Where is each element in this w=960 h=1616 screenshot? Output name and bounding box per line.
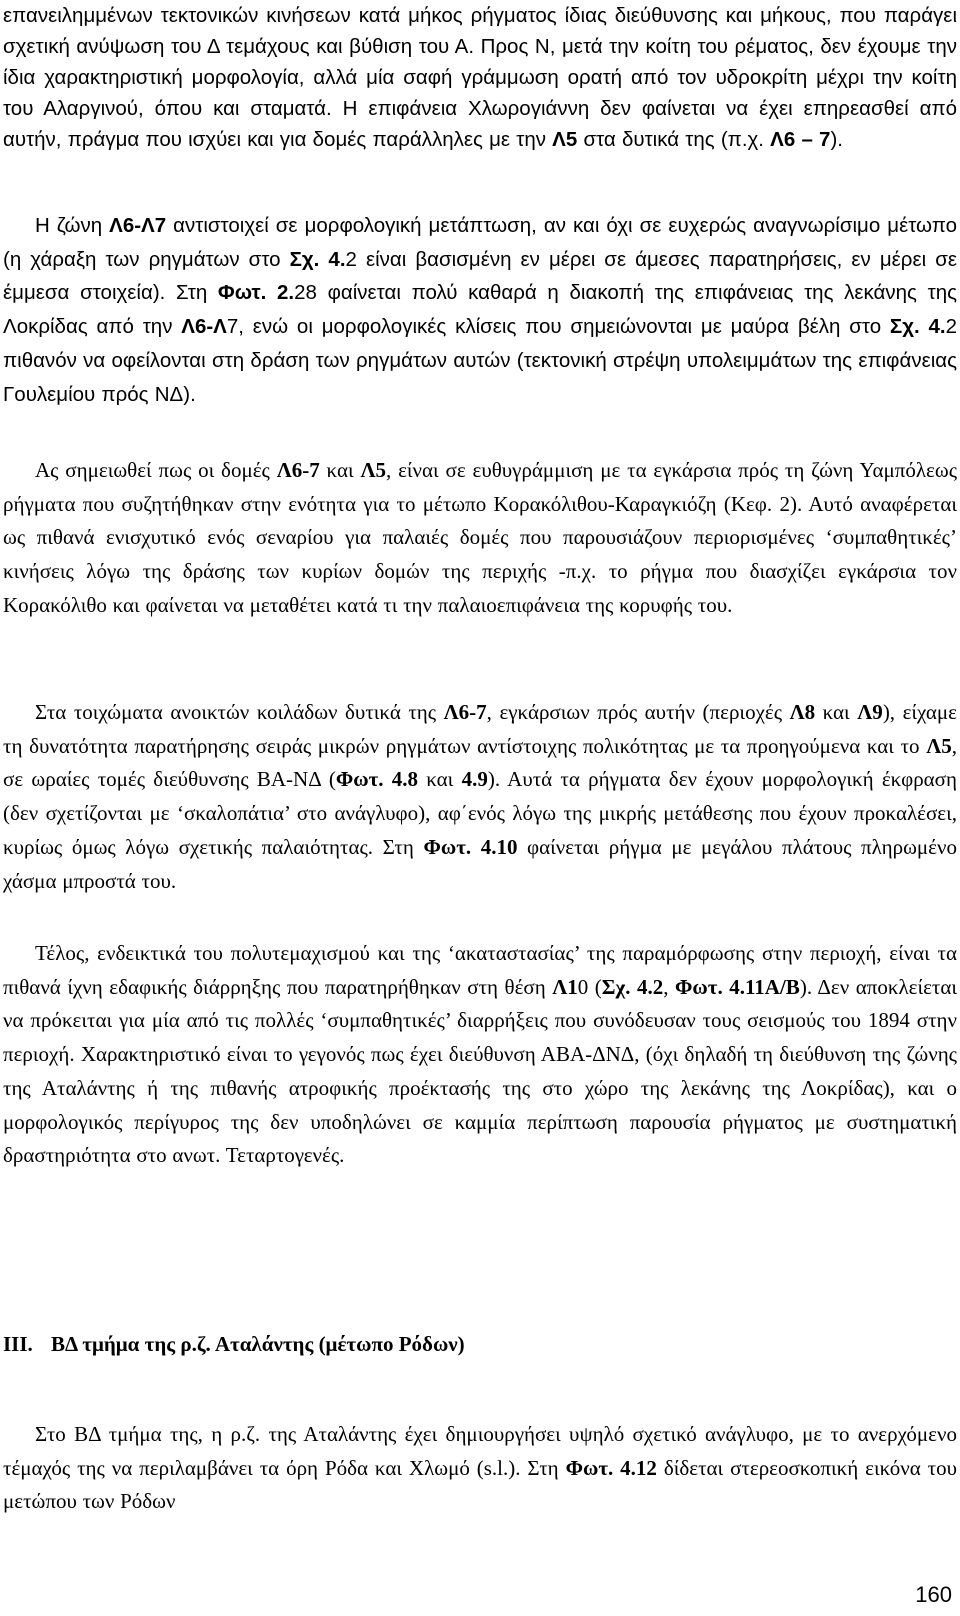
section-title: ΒΔ τμήμα της ρ.ζ. Αταλάντης (μέτωπο Ρόδων) bbox=[51, 1332, 465, 1356]
text-run: και bbox=[815, 700, 858, 724]
text-run: ), είχαμε τη δυνατότητα παρατήρησης σειράς μικρών ρηγμάτων αντίστοιχης πολικότητας με τα προηγούμενα και το bbox=[3, 700, 957, 758]
bold-ref: Σχ. 4. bbox=[889, 315, 946, 339]
paragraph-zone-l6-l7 bbox=[3, 209, 957, 411]
text-run: και bbox=[418, 767, 462, 792]
bold-ref: Λ6-Λ7 bbox=[109, 214, 167, 237]
bold-ref: Λ6-Λ bbox=[181, 315, 227, 339]
text-run: Στα τοιχώματα ανοικτών κοιλάδων δυτικά της bbox=[35, 700, 444, 724]
text-run: 0 ( bbox=[577, 974, 602, 999]
section-number: III. bbox=[3, 1332, 33, 1356]
text-run: 7, ενώ οι μορφολογικές κλίσεις που σημειώνονται με μαύρα βέλη στο bbox=[226, 315, 890, 339]
bold-ref: Φωτ. 2. bbox=[217, 281, 295, 305]
text-run: Στο ΒΔ τμήμα της, η ρ.ζ. της Αταλάντης έχει δημιουργήσει υψηλό σχετικό ανάγλυφο, με το ανερχόμενο τέμαχός της να περιλαμβάνει τα όρη Ρόδα και Χλωμό (s.l.). Στη bbox=[3, 1422, 957, 1480]
bold-ref: 4.9 bbox=[461, 767, 488, 792]
bold-ref: Λ6-7 bbox=[276, 458, 320, 482]
section-heading bbox=[3, 1332, 465, 1357]
bold-ref: Λ5 bbox=[926, 733, 952, 758]
bold-ref: Λ1 bbox=[552, 974, 578, 999]
text-run: ). bbox=[830, 128, 843, 151]
text-run: 2 πιθανόν να οφείλονται στη δράση των ρηγμάτων αυτών (τεκτονική στρέψη υπολειμμάτων της επιφάνειας Γουλεμίου πρός ΝΔ). bbox=[3, 315, 958, 406]
text-run: 28 φαίνεται πολύ καθαρά η διακοπή της επιφάνειας της λεκάνης της Λοκρίδας από την bbox=[3, 281, 957, 339]
bold-ref: Λ5 bbox=[552, 128, 578, 151]
bold-ref: Λ8 bbox=[789, 700, 816, 724]
text-run: ). Αυτά τα ρήγματα δεν έχουν μορφολογική έκφραση (δεν σχετίζονται με ‘σκαλοπάτια’ στο ανάγλυφο), αφ΄ενός λόγω της μικρής μετάθεσης που έχουν προκαλέσει, κυρίως όμως λόγω σχετικής παλαιότητας. Στη bbox=[3, 767, 957, 859]
text-run: στα δυτικά της (π.χ. bbox=[577, 128, 771, 151]
text-run: , εγκάρσιων πρός αυτήν (περιοχές bbox=[486, 700, 790, 724]
text-run: Τέλος, ενδεικτικά του πολυτεμαχισμού και της ‘ακαταστασίας’ της παραμόρφωσης στην περιοχή, είναι τα πιθανά ίχνη εδαφικής διάρρηξης που παρατηρήθηκαν στη θέση bbox=[3, 941, 957, 999]
bold-ref: Σχ. 4. bbox=[289, 247, 346, 271]
text-run: , bbox=[663, 974, 676, 999]
bold-ref: Φωτ. 4.11Α/Β bbox=[675, 974, 800, 999]
paragraph-continued bbox=[3, 0, 957, 155]
text-run: δίδεται στερεοσκοπική εικόνα του μετώπου των Ρόδων bbox=[3, 1455, 957, 1514]
text-run: φαίνεται ρήγμα με μεγάλου πλάτους πληρωμένο χάσμα μπροστά του. bbox=[3, 834, 957, 893]
bold-ref: Φωτ. 4.12 bbox=[565, 1455, 657, 1480]
page-number: 160 bbox=[915, 1582, 952, 1607]
bold-ref: Σχ. 4.2 bbox=[601, 974, 664, 999]
text-run: Ας σημειωθεί πως οι δομές bbox=[35, 458, 277, 482]
paragraph-rodon-front bbox=[3, 1418, 957, 1519]
paragraph-alignment-note bbox=[3, 454, 957, 623]
text-run: αντιστοιχεί σε μορφολογική μετάπτωση, αν και όχι σε ευχερώς αναγνωρίσιμο μέτωπο (η χάραξη των ρηγμάτων στο bbox=[3, 214, 958, 271]
paragraph-finally bbox=[3, 937, 957, 1173]
text-run: , σε ωραίες τομές διεύθυνσης ΒΑ-ΝΔ ( bbox=[3, 733, 957, 792]
text-run: και bbox=[319, 458, 361, 482]
paragraph-valley-walls bbox=[3, 696, 957, 898]
text-run: , είναι σε ευθυγράμμιση με τα εγκάρσια πρός τη ζώνη Υαμπόλεως ρήγματα που συζητήθηκαν στην ενότητα για το μέτωπο Κορακόλιθου-Καραγκιόζη (Κεφ. 2). Αυτό αναφέρεται ως πιθανά ενισχυτικό ενός σεναρίου για παλαιές δομές που παρουσιάζουν περιορισμένες ‘συμπαθητικές’ κινήσεις λόγω της δράσης των κυρίων δομών της περιχής -π.χ. το ρήγμα που διασχίζει εγκάρσια τον Κορακόλιθο και φαίνεται να μεταθέτει κατά τι την παλαιοεπιφάνεια της κορυφής του. bbox=[3, 458, 958, 617]
bold-ref: Φωτ. 4.10 bbox=[423, 834, 518, 859]
bold-ref: Λ5 bbox=[360, 458, 387, 482]
text-run: ). Δεν αποκλείεται να πρόκειται για μία από τις πολλές ‘συμπαθητικές’ διαρρήξεις που συνόδευσαν τους σεισμούς του 1894 στην περιοχή. Χαρακτηριστικό είναι το γεγονός πως έχει διεύθυνση ΑΒΑ-ΔΝΔ, (όχι δηλαδή τη διεύθυνση της ζώνης της Αταλάντης ή της πιθανής ατροφικής προέκτασής της στο χώρο της λεκάνης της Λοκρίδας), και ο μορφολογικός περίγυρος της δεν υποδηλώνει σε καμμία περίπτωση παρουσία ρήγματος με συστηματική δραστηριότητα στο ανωτ. Τεταρτογενές. bbox=[3, 974, 958, 1168]
text-run: 2 είναι βασισμένη εν μέρει σε άμεσες παρατηρήσεις, εν μέρει σε έμμεσα στοιχεία). Στη bbox=[3, 247, 957, 305]
bold-ref: Λ6 – 7 bbox=[770, 128, 831, 151]
text-run: Η ζώνη bbox=[35, 214, 110, 237]
bold-ref: Λ9 bbox=[857, 700, 883, 724]
bold-ref: Λ6-7 bbox=[443, 700, 487, 724]
bold-ref: Φωτ. 4.8 bbox=[335, 767, 419, 792]
text-run: επανειλημμένων τεκτονικών κινήσεων κατά μήκος ρήγματος ίδιας διεύθυνσης και μήκους, που παράγει σχετική ανύψωση του Δ τεμάχους και βύθιση του Α. Προς Ν, μετά την κοίτη του ρέματος, δεν έχουμε την ίδια χαρακτηριστική μορφολογία, αλλά μία σαφή γράμμωση ορατή από τον υδροκρίτη μέχρι την κοίτη του Αλαργινού, όπου και σταματά. Η επιφάνεια Χλωρογιάννη δεν φαίνεται να έχει επηρεασθεί από αυτήν, πράγμα που ισχύει και για δομές παράλληλες με την bbox=[3, 4, 957, 151]
